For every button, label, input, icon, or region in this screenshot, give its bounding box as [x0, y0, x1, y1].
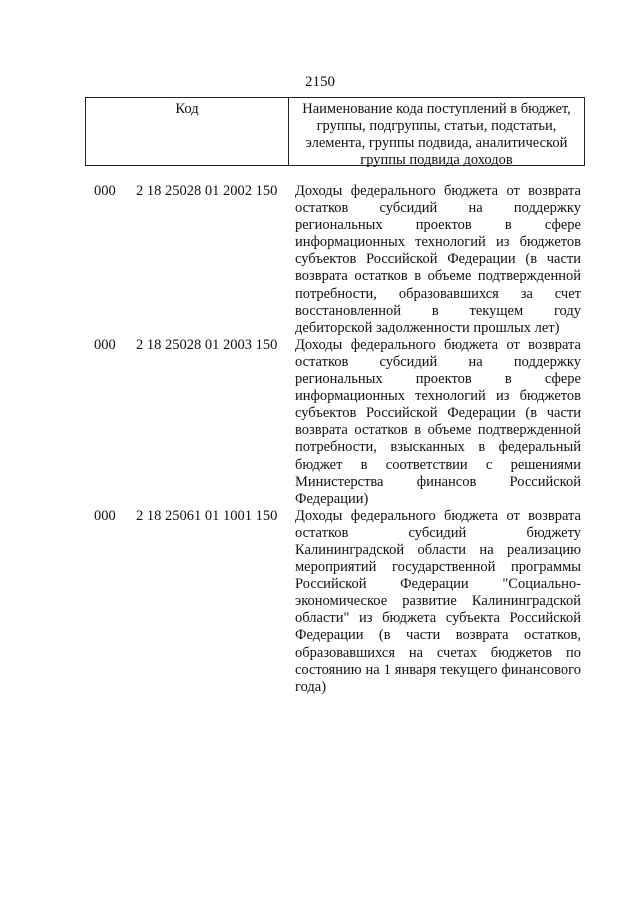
income-code: 2 18 25028 01 2003 150	[136, 336, 278, 353]
income-name	[295, 508, 581, 696]
header-name-line: группы, подгруппы, статьи, подстатьи,	[316, 118, 557, 134]
income-name-line: области" из бюджета субъекта Российской	[295, 610, 581, 627]
page-number: 2150	[305, 74, 335, 90]
income-name-line: Российской Федерации "Социально-	[295, 576, 581, 593]
income-name-line: субъектов Российской Федерации (в части	[295, 405, 581, 422]
income-name-line: возврата остатков в объеме подтвержденной	[295, 422, 581, 439]
income-name-line: информационных технологий из бюджетов	[295, 388, 581, 405]
table-row	[0, 337, 640, 508]
income-name-line: субъектов Российской Федерации (в части	[295, 251, 581, 268]
admin-code: 000	[94, 507, 116, 524]
table-row	[0, 183, 640, 337]
income-code: 2 18 25061 01 1001 150	[136, 507, 278, 524]
income-name-line: информационных технологий из бюджетов	[295, 234, 581, 251]
admin-code: 000	[94, 183, 116, 199]
income-name-line: восстановленной в текущем году	[295, 302, 581, 319]
header-code-cell: Код	[86, 98, 289, 165]
income-name	[295, 337, 581, 508]
income-name-line: экономическое развитие Калининградской	[295, 593, 581, 610]
income-name-line: остатков субсидий бюджету	[295, 524, 581, 541]
income-name-line: Доходы федерального бюджета от возврата	[295, 336, 581, 353]
income-name-line: дебиторской задолженности прошлых лет)	[295, 319, 560, 336]
header-name-line: Наименование кода поступлений в бюджет,	[302, 101, 571, 117]
income-name-line: состоянию на 1 января текущего финансового	[295, 661, 581, 678]
header-name-line: группы подвида доходов	[360, 152, 513, 168]
income-name-line: Доходы федерального бюджета от возврата	[295, 507, 581, 524]
admin-code: 000	[94, 336, 116, 353]
table-row	[0, 508, 640, 696]
income-name-line: бюджет в соответствии с решениями	[295, 456, 581, 473]
income-name-line: Федерации (в части возврата остатков,	[295, 627, 581, 644]
income-name-line: остатков субсидий на поддержку	[295, 353, 581, 370]
income-name-line: региональных проектов в сфере	[295, 217, 581, 234]
income-name-line: возврата остатков в объеме подтвержденной	[295, 268, 581, 285]
income-name-line: года)	[295, 678, 327, 695]
income-name	[295, 183, 581, 337]
income-name-line: образовавшихся на счетах бюджетов по	[295, 644, 581, 661]
income-name-line: потребности, образовавшихся за счет	[295, 285, 581, 302]
header-name-line: элемента, группы подвида, аналитической	[305, 135, 568, 151]
header-name-cell	[289, 98, 584, 168]
income-code-list	[0, 183, 640, 696]
table-header	[85, 97, 585, 166]
income-name-line: Доходы федерального бюджета от возврата	[295, 183, 581, 199]
income-name-line: Министерства финансов Российской	[295, 473, 581, 490]
income-code: 2 18 25028 01 2002 150	[136, 183, 278, 199]
income-name-line: мероприятий государственной программы	[295, 559, 581, 576]
income-name-line: потребности, взысканных в федеральный	[295, 439, 581, 456]
income-name-line: региональных проектов в сфере	[295, 371, 581, 388]
income-name-line: Калининградской области на реализацию	[295, 541, 581, 558]
income-name-line: остатков субсидий на поддержку	[295, 200, 581, 217]
income-name-line: Федерации)	[295, 490, 369, 507]
